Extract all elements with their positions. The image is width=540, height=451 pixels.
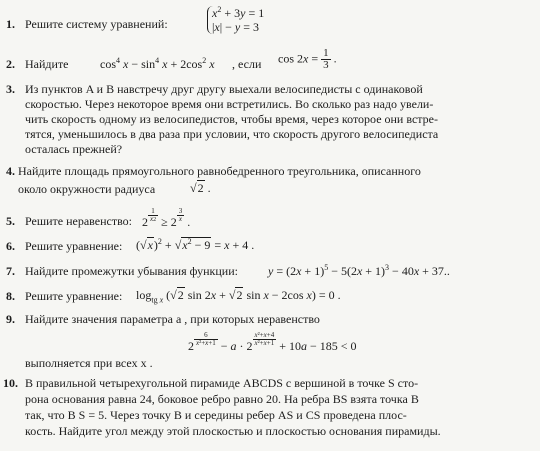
problem-8 bbox=[0, 284, 540, 308]
problem-line: кость. Найдите угол между этой плоскостью и плоскостью основания пирамиды. bbox=[25, 424, 441, 438]
formula: $\log_{tg x} (√2$ sin 2x + √2 sin x − 2cos x) = 0 . bbox=[136, 288, 341, 305]
problem-line: так, что B S = 5. Через точку B и середины ребер AS и CS проведена плос- bbox=[25, 408, 407, 422]
problem-number: 7. bbox=[6, 264, 15, 278]
problem-10 bbox=[0, 376, 540, 448]
problem-text: Найдите значения параметра a , при которых неравенство bbox=[25, 312, 320, 326]
problem-line: скоростью. Через некоторое время они встретились. Во сколько раз надо увели- bbox=[25, 97, 434, 111]
problem-line: Найдите площадь прямоугольного равнобедренного треугольника, описанного bbox=[18, 164, 421, 178]
equation-system: $x^2 + 3y = 1$ |x| − y = 3 bbox=[207, 6, 264, 34]
problem-number: 4. bbox=[6, 164, 15, 178]
problem-line: рона основания равна 24, боковое ребро равно 20. На ребра BS взята точка B bbox=[25, 392, 419, 406]
problem-6 bbox=[0, 234, 540, 258]
formula: $y = (2x + 1)^5 - 5(2x + 1)^3 - 40x + 37$.. bbox=[268, 263, 450, 278]
problem-text: , если bbox=[232, 57, 262, 71]
formula: √2 . bbox=[190, 181, 211, 195]
problem-line: Из пунктов A и B навстречу друг другу выехали велосипедисты с одинаковой bbox=[25, 82, 423, 96]
problem-number: 3. bbox=[6, 82, 15, 96]
problem-text: Решите уравнение: bbox=[25, 239, 123, 253]
problem-line: чить скорость одному из велосипедистов, чтобы время, через которое они встре- bbox=[25, 112, 438, 126]
problem-number: 9. bbox=[6, 312, 15, 326]
problem-text: Решите уравнение: bbox=[25, 289, 123, 303]
problem-text: Решите неравенство: bbox=[25, 214, 132, 228]
problem-text: Решите систему уравнений: bbox=[25, 17, 168, 31]
problem-line: В правильной четырехугольной пирамиде ABCDS с вершиной в точке S сто- bbox=[25, 376, 419, 390]
formula: 2 $\frac{6}{\text{x²+x+1}}$ − a · 2 $\frac{\text{x²+x+4}}{\text{x²+x+1}}$ + 10a − 185 < 0 bbox=[188, 331, 357, 353]
problem-line: около окружности радиуса bbox=[18, 182, 156, 196]
problem-number: 8. bbox=[6, 289, 15, 303]
problem-2 bbox=[0, 48, 540, 78]
problem-line: тятся, уменьшилось в два раза при условии, что скорость другого велосипедиста bbox=[25, 127, 439, 141]
problem-text: выполняется при всех x . bbox=[25, 356, 153, 370]
problem-number: 2. bbox=[6, 57, 15, 71]
problem-7 bbox=[0, 262, 540, 282]
problem-number: 6. bbox=[6, 239, 15, 253]
problem-number: 10. bbox=[3, 376, 18, 390]
formula: $(√x)^2 + √x^2 - 9 = x + 4$ . bbox=[136, 237, 255, 252]
problem-text: Найдите bbox=[25, 57, 69, 71]
problem-3 bbox=[0, 82, 540, 162]
formula: $\cos^4 x - \sin^4 x + 2\cos^2$ x bbox=[100, 56, 215, 71]
formula: 2 $\frac{1}{x2}$ ≥ 2 $\frac{3}{x}$ . bbox=[142, 207, 191, 229]
problem-5 bbox=[0, 206, 540, 230]
problem-number: 1. bbox=[6, 17, 15, 31]
formula: cos 2x = $\frac{1}{3}$ . bbox=[278, 47, 337, 71]
problem-1 bbox=[0, 6, 540, 42]
problem-text: Найдите промежутки убывания функции: bbox=[25, 264, 238, 278]
problem-line: осталась прежней? bbox=[25, 142, 123, 156]
problem-number: 5. bbox=[6, 214, 15, 228]
problem-9 bbox=[0, 310, 540, 370]
problem-4 bbox=[0, 164, 540, 200]
